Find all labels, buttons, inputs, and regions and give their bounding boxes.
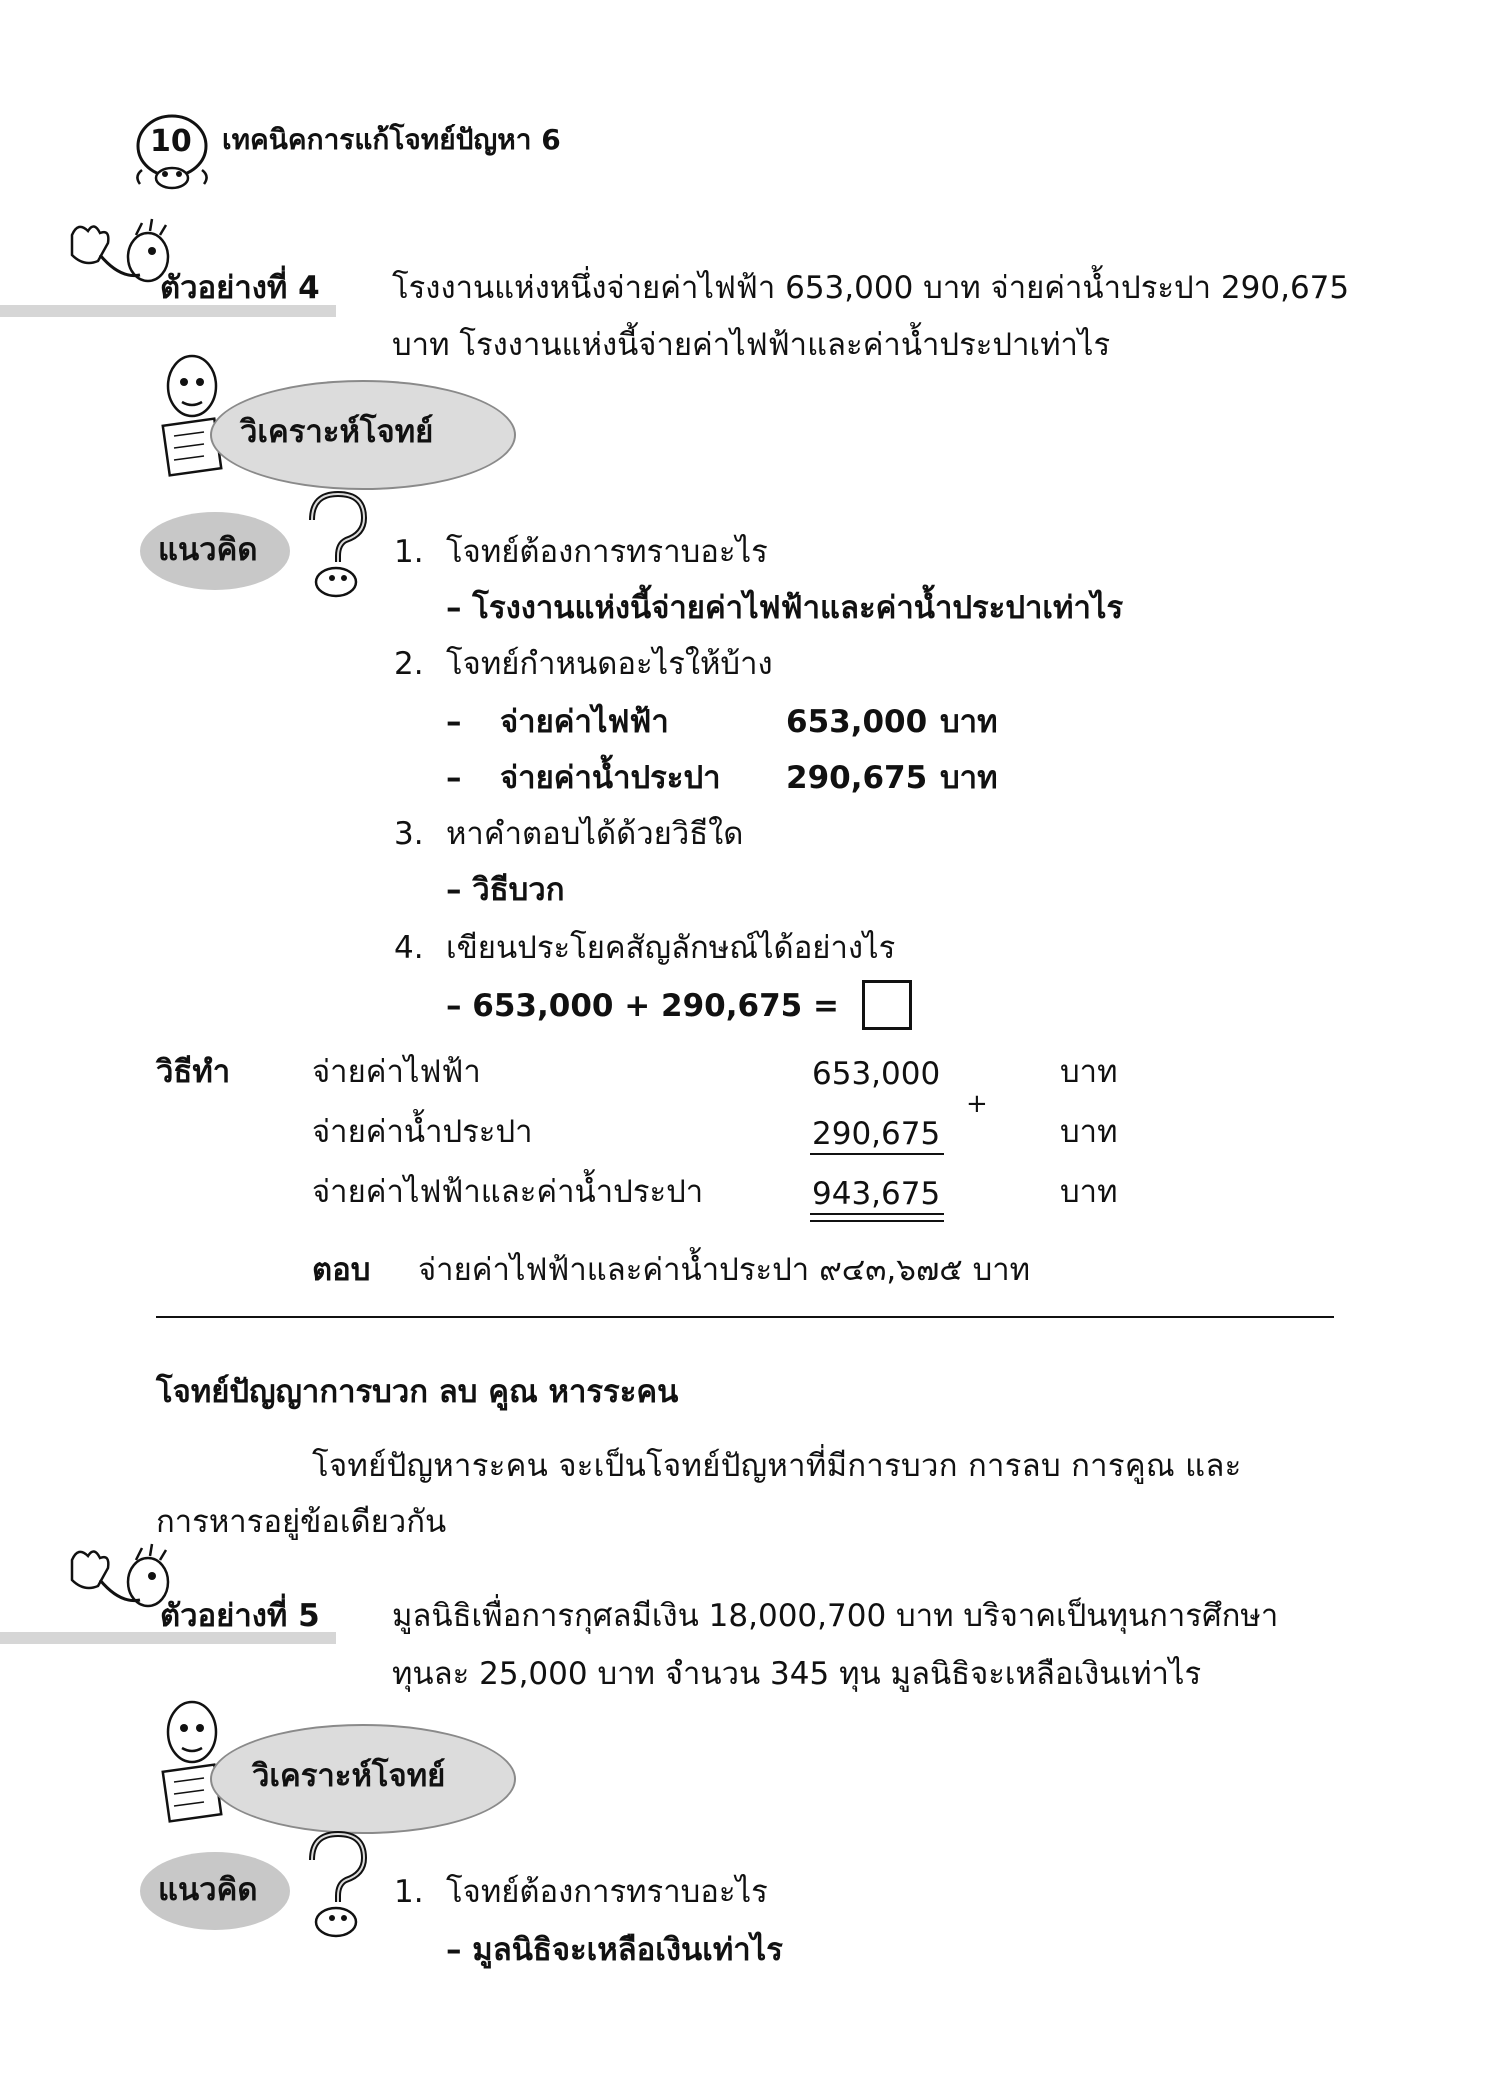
concept-label: แนวคิด: [158, 1872, 258, 1908]
analyze-label: วิเคราะห์โจทย์: [240, 414, 434, 450]
solution-row-3-value: 943,675: [812, 1176, 941, 1212]
total-double-underline-top: [810, 1213, 944, 1215]
step-4-answer: – 653,000 + 290,675 =: [446, 988, 840, 1024]
example-4-label: ตัวอย่างที่ 4: [160, 270, 320, 306]
step-4-text: เขียนประโยคสัญลักษณ์ได้อย่างไร: [446, 930, 896, 966]
ex5-step-1-answer: – มูลนิธิจะเหลือเงินเท่าไร: [446, 1932, 783, 1968]
ex5-step-1-number: 1.: [394, 1874, 424, 1910]
solution-row-2-label: จ่ายค่าน้ำประปา: [312, 1114, 533, 1150]
section-paragraph-line1: โจทย์ปัญหาระคน จะเป็นโจทย์ปัญหาที่มีการบวก การลบ การคูณ และ: [312, 1448, 1242, 1484]
header-title: เทคนิคการแก้โจทย์ปัญหา 6: [222, 123, 561, 156]
given-1-dash: –: [446, 704, 462, 740]
ex5-step-1-text: โจทย์ต้องการทราบอะไร: [446, 1874, 768, 1910]
example-4-problem-line2: บาท โรงงานแห่งนี้จ่ายค่าไฟฟ้าและค่าน้ำประปาเท่าไร: [392, 327, 1111, 363]
step-4-number: 4.: [394, 930, 424, 966]
given-2-label: จ่ายค่าน้ำประปา: [500, 760, 721, 796]
page-number-badge: [134, 112, 212, 182]
step-1-number: 1.: [394, 534, 424, 570]
step-1-text: โจทย์ต้องการทราบอะไร: [446, 534, 768, 570]
answer-text: จ่ายค่าไฟฟ้าและค่าน้ำประปา ๙๔๓,๖๗๕ บาท: [418, 1252, 1031, 1288]
step-2-text: โจทย์กำหนดอะไรให้บ้าง: [446, 646, 773, 682]
solution-row-1-label: จ่ายค่าไฟฟ้า: [312, 1054, 481, 1090]
sum-underline: [810, 1153, 944, 1155]
step-3-text: หาคำตอบได้ด้วยวิธีใด: [446, 816, 744, 852]
given-1-unit: บาท: [940, 704, 998, 740]
given-1-value: 653,000: [786, 704, 928, 740]
example-5-label: ตัวอย่างที่ 5: [160, 1598, 320, 1634]
solution-row-2-value: 290,675: [812, 1116, 941, 1152]
waving-character-icon: [60, 215, 170, 309]
given-2-unit: บาท: [940, 760, 998, 796]
analyze-label: วิเคราะห์โจทย์: [252, 1758, 446, 1794]
step-1-answer: – โรงงานแห่งนี้จ่ายค่าไฟฟ้าและค่าน้ำประปาเท่าไร: [446, 590, 1124, 626]
solution-row-3-label: จ่ายค่าไฟฟ้าและค่าน้ำประปา: [312, 1174, 704, 1210]
solution-label: วิธีทำ: [156, 1054, 231, 1090]
section-paragraph-line2: การหารอยู่ข้อเดียวกัน: [156, 1504, 447, 1540]
page-number: 10: [150, 124, 192, 159]
plus-sign: +: [966, 1089, 988, 1119]
total-double-underline-bottom: [810, 1220, 944, 1222]
question-mark-character-icon: [300, 490, 370, 604]
given-2-value: 290,675: [786, 760, 928, 796]
waving-character-icon: [60, 1540, 170, 1634]
step-2-number: 2.: [394, 646, 424, 682]
step-3-number: 3.: [394, 816, 424, 852]
answer-box: [862, 980, 912, 1030]
given-2-dash: –: [446, 760, 462, 796]
example-5-problem-line1: มูลนิธิเพื่อการกุศลมีเงิน 18,000,700 บาท บริจาคเป็นทุนการศึกษา: [392, 1598, 1279, 1634]
example-4-problem-line1: โรงงานแห่งหนึ่งจ่ายค่าไฟฟ้า 653,000 บาท จ่ายค่าน้ำประปา 290,675: [392, 270, 1350, 306]
solution-row-1-value: 653,000: [812, 1056, 941, 1092]
step-3-answer: – วิธีบวก: [446, 872, 565, 908]
solution-row-1-unit: บาท: [1060, 1054, 1118, 1090]
answer-label: ตอบ: [312, 1252, 371, 1288]
section-divider: [156, 1316, 1334, 1318]
solution-row-3-unit: บาท: [1060, 1174, 1118, 1210]
given-1-label: จ่ายค่าไฟฟ้า: [500, 704, 669, 740]
example-5-problem-line2: ทุนละ 25,000 บาท จำนวน 345 ทุน มูลนิธิจะเหลือเงินเท่าไร: [392, 1656, 1202, 1692]
question-mark-character-icon: [300, 1830, 370, 1944]
solution-row-2-unit: บาท: [1060, 1114, 1118, 1150]
section-heading: โจทย์ปัญญาการบวก ลบ คูณ หารระคน: [156, 1374, 679, 1410]
concept-label: แนวคิด: [158, 532, 258, 568]
